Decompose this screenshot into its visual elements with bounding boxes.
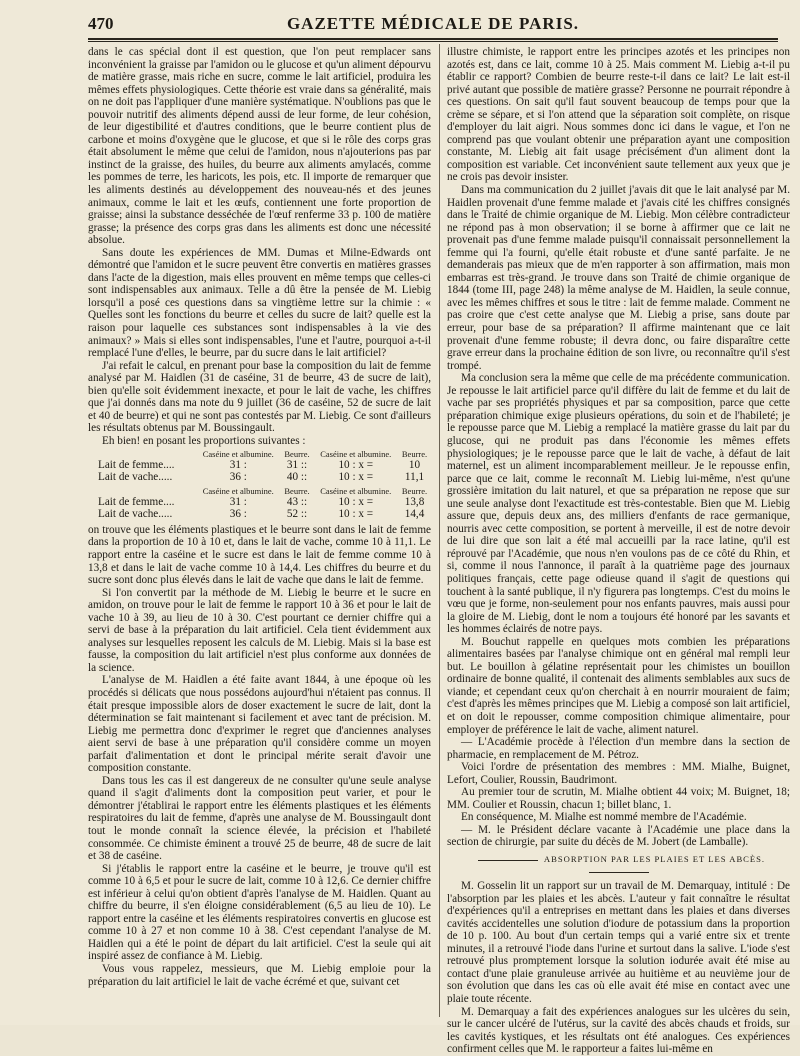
section-title: ABSORPTION PAR LES PLAIES ET LES ABCÈS. [543, 854, 766, 864]
table-cell: 13,8 [404, 495, 425, 508]
paragraph: Vous vous rappelez, messieurs, que M. Liebig emploie pour la préparation du lait artificiel le lait de vache écrémé et que, suivant cet [88, 963, 431, 988]
column-header: Beurre. [401, 485, 428, 496]
table-cell: 31 :: [286, 458, 308, 471]
paragraph: — M. le Président déclare vacante à l'Académie une place dans la section de chirurgie, par suite du décès de M. Jobert (de Lamballe). [447, 823, 790, 849]
paragraph: Si l'on convertit par la méthode de M. Liebig le beurre et le sucre en amidon, on trouve pour le lait de femme le rapport 10 à 36 et pour le lait de vache 10 à 39, au lieu de 10 à 30. C'est pourtant ce dernier chiffre qui a servi de base à la préparation du lait artificiel. Cela tient évidemment aux analyses sur lesquelles reposent les calculs de M. Liebig. Mais si la base est fausse, la composition du lait artificiel n'est plus conforme aux données de la science. [88, 586, 431, 674]
left-column [88, 46, 431, 1019]
paragraph: Ma conclusion sera la même que celle de ma précédente communication. Je repousse le lait artificiel parce qu'il diffère du lait de femme et du lait de vache par ses propriétés physiques et par sa composition, parce que cette préparation chimique exige plusieurs opérations, du soin et de l'habileté; je le repousse parce que M. Liebig a remplacé la matière grasse du lait par du glucose, qui ne produit pas dans l'économie les mêmes effets physiologiques; je le repousse parce que le lait de vache, à défaut de lait maternel, est un aliment incomparablement meilleur. Je le repousse enfin, parce que ce lait, comme le reconnaît M. Liebig lui-même, n'est qu'une grossière imitation du lait naturel, et que sa préparation ne repose que sur une seule analyse dont l'exactitude est très-contestable. Bien que M. Liebig assure que, depuis deux ans, des milliers d'enfants de race germanique, nourris avec cette composition, se portent à merveille, il est de notre devoir de lui dire que son lait a été mal accueilli par la race latine, qu'il est réprouvé par l'Académie, que nous n'en voulons pas de ce côté du Rhin, et si, comme il nous l'annonce, il paraît à la quatrième page des journaux politiques français, cette page odieuse quand il s'agit de questions qui touchent à la santé publique, il n'y figurera pas longtemps. C'est du moins le vœu que je forme, non-seulement pour nos enfants pauvres, mais aussi pour la gloire de M. Liebig, dont le nom a toujours été honoré par les savants et les hommes éclairés de notre pays. [447, 372, 790, 636]
table-cell: 11,1 [404, 471, 425, 484]
paragraph: Dans tous les cas il est dangereux de ne consulter qu'une seule analyse quand il s'agit d'aliments dont la composition peut varier, et pour le démontrer j'établirai le rapport entre les éléments plastiques et les éléments respiratoires du lait de femme, d'après une analyse de M. Boussingault dont tout le monde connaît la science élevée, la précision et l'habileté consommée. Ce chimiste éminent a trouvé 25 de beurre, 48 de sucre de lait et 38 de caséine. [88, 774, 431, 863]
paragraph: illustre chimiste, le rapport entre les principes azotés et les principes non azotés est, dans ce lait, comme 10 à 25. Mais comment M. Liebig a-t-il pu établir ce rapport? Combien de beurre reste-t-il dans ce lait? Le lait est-il privé autant que possible de matière grasse? Personne ne pourrait répondre à ces questions. On sait qu'il faut souvent beaucoup de temps pour que la crème se sépare, et si l'on attend que la séparation soit complète, on risque d'employer du lait aigri. Nous sommes donc ici dans le vague, et l'on ne comprend pas que voulant obtenir une préparation ayant une composition constante, M. Liebig ait fait usage précisément d'un aliment dont la composition est variable. Cet inconvénient saute tellement aux yeux que je ne crois pas devoir insister. [447, 46, 790, 184]
row-label: Lait de vache..... [98, 471, 173, 484]
table-cell: 10 : x = [338, 471, 374, 484]
table-row [88, 459, 431, 472]
right-column [447, 46, 790, 1056]
column-header: Caséine et albumine. [202, 485, 274, 496]
table-header-row [88, 487, 431, 496]
paragraph: Dans ma communication du 2 juillet j'avais dit que le lait analysé par M. Haidlen provenait d'une femme malade et j'avais cité les chiffres consignés dans le Traité de chimie organique de M. Liebig. Mon célèbre contradicteur ne répond pas à mon observation; il se borne à affirmer que ce lait ne provenait pas d'une femme malade puisqu'il connaissait personnellement la femme qui l'a fourni, qu'elle était robuste et d'une santé parfaite. Je ne demanderais pas mieux que de m'en rapporter à son affirmation, mais mon embarras est très-grand. Je trouve dans son Traité de chimie organique de 1844 (tome III, page 248) la même analyse de M. Haidlen, la seule connue, avec les mêmes chiffres et sous le titre : lait de femme malade. Comment ne pas croire que c'est cette analyse que M. Liebig a prise, sans doute par erreur, pour base de sa préparation? Il affirme maintenant que ce lait provenait d'une femme robuste; il devra donc, ou faire disparaître cette grave erreur dans la prochaine édition de son livre, ou reconnaître qu'il s'est trompé. [447, 184, 790, 372]
table-cell: 52 :: [286, 508, 308, 521]
table-cell: 10 : x = [338, 495, 374, 508]
column-header: Caséine et albumine. [320, 448, 392, 459]
proportions-table-1 [88, 450, 431, 484]
paragraph: — L'Académie procède à l'élection d'un membre dans la section de pharmacie, en remplacement de M. Pétroz. [447, 736, 790, 761]
table-cell: 31 : [229, 458, 247, 471]
table-cell: 14,4 [404, 508, 425, 521]
table-row [88, 471, 431, 484]
paragraph: En conséquence, M. Mialhe est nommé membre de l'Académie. [461, 811, 747, 824]
header-rule [88, 38, 778, 40]
paragraph: Si j'établis le rapport entre la caséine et le beurre, je trouve qu'il est comme 10 à 6,5 et pour le sucre de lait, comme 10 à 12,6. Ce dernier chiffre est inférieur à celui qu'on obtient d'après l'analyse de M. Haidlen. Quant au chiffre du beurre, il s'en éloigne considérablement (6,5 au lieu de 10). Le rapport entre la caséine et les éléments respiratoires convertis en glucose est comme 10 à 27 et non comme 10 à 38. C'est cependant l'analyse de M. Haidlen qui a été le point de départ du lait artificiel. C'est la seule qui ait inspiré assez de confiance à M. Liebig. [88, 862, 431, 963]
table-cell: 10 : x = [338, 458, 374, 471]
heading-rule [589, 872, 649, 873]
table-row [88, 508, 431, 521]
table-cell: 40 :: [286, 471, 308, 484]
row-label: Lait de femme.... [98, 495, 175, 508]
column-header: Caséine et albumine. [202, 448, 274, 459]
paragraph: on trouve que les éléments plastiques et le beurre sont dans le lait de femme dans la proportion de 10 à 10 et, dans le lait de vache, comme 10 à 11,1. Le rapport entre la caséine et le sucre est dans le lait de femme comme 10 à 13,8 et dans le lait de vache comme 10 à 14,4. Les chiffres du beurre et du sucre sont donc plus élevés dans le lait de vache que dans le lait de femme. [88, 523, 431, 587]
paragraph: Au premier tour de scrutin, M. Mialhe obtient 44 voix; M. Buignet, 18; MM. Coulier et Roussin, chacun 1; billet blanc, 1. [447, 786, 790, 811]
proportions-table-2 [88, 487, 431, 521]
row-label: Lait de vache..... [98, 508, 173, 521]
paragraph: Sans doute les expériences de MM. Dumas et Milne-Edwards ont démontré que l'amidon et le sucre peuvent être convertis en matières grasses dans l'acte de la digestion, mais elles prouvent en même temps que celles-ci sont indispensables aux animaux. Telle a dû être la pensée de M. Liebig lorsqu'il a posé ces questions dans sa vingtième lettre sur la chimie : « Quelles sont les fonctions du beurre et celles du sucre de lait? quelle est la raison pour laquelle ces substances sont indispensables à la vie des animaux? » Mais si elles sont indispensables, l'une et l'autre, pourquoi a-t-il remplacé l'une d'elles, le beurre, par du sucre dans le lait artificiel? [88, 246, 431, 360]
paragraph: M. Gosselin lit un rapport sur un travail de M. Demarquay, intitulé : De l'absorption par les plaies et les abcès. L'auteur y fait connaître le résultat d'expériences qu'il a entreprises en mettant dans les plaies et dans diverses cavités accidentelles une solution d'iodure de potassium dans la proportion de 10 p. 100. Au bout d'un certain temps qui a varié entre six et trente minutes, il a retrouvé l'iode dans l'urine et surtout dans la salive. L'iode s'est retrouvé plus promptement lorsque la solution iodurée avait été mise au contact d'une plaie granuleuse arrivée au huitième et au neuvième jour de son évolution que dans les cas où elle avait été mise en contact avec une plaie toute récente. [447, 880, 790, 1006]
row-label: Lait de femme.... [98, 458, 175, 471]
paragraph: J'ai refait le calcul, en prenant pour base la composition du lait de femme analysé par M. Haidlen (31 de caséine, 31 de beurre, 43 de sucre de lait), bien qu'elle soit évidemment inexacte, et pour le lait de vache, les chiffres que j'ai donnés dans ma note du 9 juillet (36 de caséine, 52 de sucre de lait et 40 de beurre) et qui ne sont pas contestés par M. Liebig. Ce sont d'ailleurs les résultats obtenus par M. Boussingault. [88, 359, 431, 435]
paragraph: dans le cas spécial dont il est question, que l'on peut remplacer sans inconvénient la graisse par l'amidon ou le glucose et qu'un aliment dépourvu de matière grasse, mais riche en sucre, comme le lait artificiel, produira les mêmes effets physiologiques. Cette théorie est vraie dans sa généralité, mais on ne doit pas l'appliquer d'une manière systématique. N'oublions pas que le pouvoir nutritif des aliments dépend aussi de leur forme, de leur cohésion, de leur digestibilité et d'autres conditions, que le beurre contient plus de carbone et moins d'oxygène que le glucose, et que si le rôle des corps gras était absolument le même que celui de l'amidon, nous n'ajouterions pas par instinct de la graisse, des huiles, du beurre aux aliments amylacés, comme les pommes de terre, les haricots, les pois, etc. Il importe de remarquer que les aliments destinés au développement des nouveau-nés et des jeunes animaux, comme le lait et les œufs, contiennent une forte proportion de graisse; ainsi la substance desséchée de l'œuf renferme 33 p. 100 de matière grasse; la présence des corps gras dans les aliments est donc une nécessité absolue. [88, 46, 431, 247]
table-cell: 10 : x = [338, 508, 374, 521]
table-cell: 36 : [229, 508, 247, 521]
heading-rule [478, 860, 538, 861]
table-cell: 36 : [229, 471, 247, 484]
column-header: Beurre. [284, 448, 310, 459]
paragraph: M. Bouchut rappelle en quelques mots combien les préparations alimentaires basées par l'analyse chimique ont en général mal rempli leur but. Le bouillon à gélatine représentait pour les chimistes un bouillon ordinaire de bonne qualité, il contenait des aliments semblables aux sucs de viande; et cependant ceux qu'on cherchait à en nourrir mouraient de faim; c'est d'après les mêmes principes que M. Liebig a composé son lait artificiel, et on doit le repousser, comme composition chimique alimentaire, pour employer de préférence le lait de vache, aliment naturel. [447, 635, 790, 736]
page-header [88, 14, 778, 36]
column-header: Beurre. [401, 448, 428, 459]
paragraph: L'analyse de M. Haidlen a été faite avant 1844, à une époque où les procédés si délicats que nous possédons aujourd'hui n'étaient pas connus. Il était presque impossible alors de doser exactement le sucre de lait, dont la détermination se fait maintenant si facilement et avec tant de précision. M. Liebig me permettra donc d'exprimer le regret que d'anciennes analyses aient servi de base à une préparation qu'il considère comme un moyen parfait d'alimentation et dont le principal mérite serait d'avoir une composition constante. [88, 674, 431, 775]
column-header: Beurre. [284, 485, 310, 496]
header-rule-thin [88, 41, 778, 42]
column-header: Caséine et albumine. [320, 485, 392, 496]
table-cell: 43 :: [286, 495, 308, 508]
table-header-row [88, 450, 431, 459]
column-divider [439, 44, 440, 1017]
table-cell: 31 : [229, 495, 247, 508]
table-cell: 10 [408, 458, 421, 471]
paragraph: Eh bien! en posant les proportions suivantes : [102, 434, 306, 447]
table-row [88, 496, 431, 509]
page-number: 470 [88, 14, 114, 33]
paragraph: Voici l'ordre de présentation des membres : MM. Mialhe, Buignet, Lefort, Coulier, Roussin, Baudrimont. [447, 761, 790, 786]
paragraph: M. Demarquay a fait des expériences analogues sur les ulcères du sein, sur le cancer ulcéré de l'utérus, sur la cavité des abcès chauds et froids, sur les cavités kystiques, et les résultats ont été analogues. Ces expériences confirment celles que M. le rapporteur a faites lui-même en [447, 1005, 790, 1056]
section-heading [447, 853, 790, 878]
journal-title: GAZETTE MÉDICALE DE PARIS. [286, 14, 580, 33]
